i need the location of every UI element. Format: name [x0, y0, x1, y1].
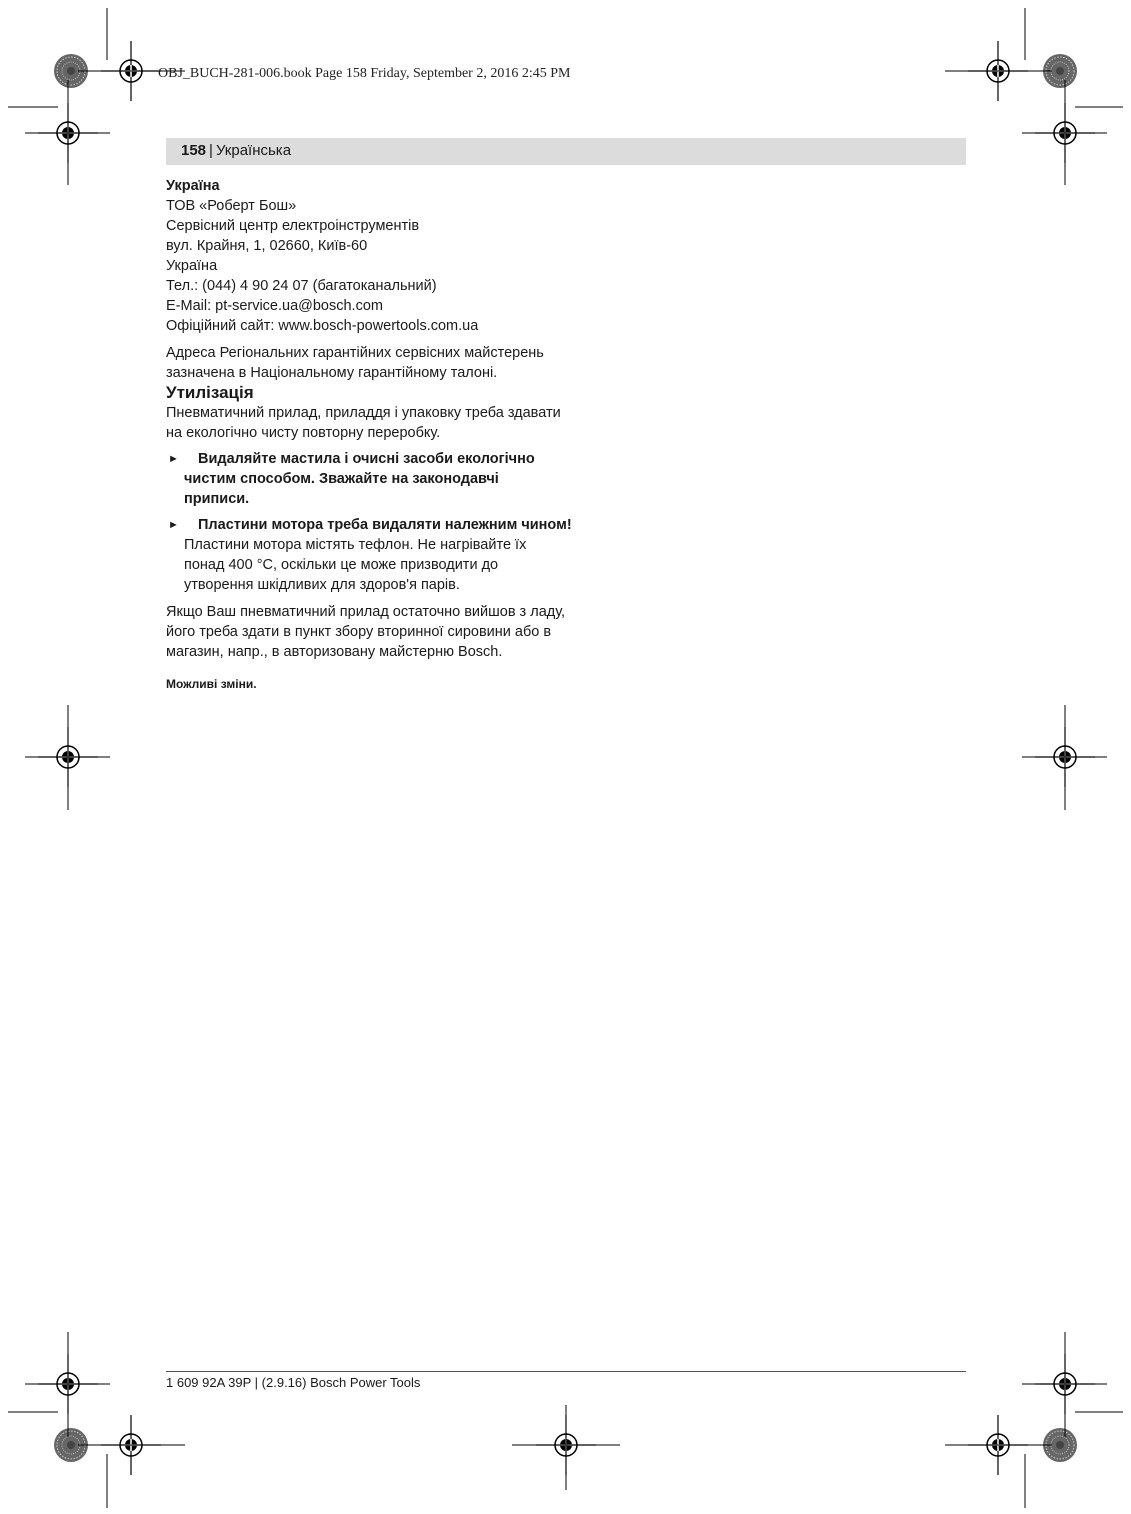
page-number: 158: [181, 142, 207, 159]
bullet-text: приписи.: [184, 491, 250, 507]
contact-line: ТОВ «Роберт Бош»: [166, 198, 297, 214]
bullet-item: [166, 515, 576, 595]
contact-line: вул. Крайня, 1, 02660, Київ-60: [166, 238, 368, 254]
contact-line: Україна: [166, 258, 218, 274]
bullet-item: [166, 449, 576, 509]
header-separator: |: [209, 142, 213, 159]
bullet-arrow-icon: ►: [168, 453, 179, 465]
bullet-arrow-icon: ►: [168, 519, 179, 531]
running-header: [181, 142, 291, 159]
bullet-text: понад 400 °C, оскільки це може призводити до: [184, 557, 499, 573]
contact-email: E-Mail: pt-service.ua@bosch.com: [166, 298, 383, 314]
bullet-text: чистим способом. Зважайте на законодавчі: [184, 471, 499, 487]
contact-line: Сервісний центр електроінструментів: [166, 218, 420, 234]
changes-note: Можливі зміни.: [166, 677, 257, 691]
country-heading: Україна: [166, 178, 220, 194]
regional-note: зазначена в Національному гарантійному талоні.: [166, 365, 498, 381]
section-heading: Утилізація: [166, 383, 254, 402]
contact-phone: Тел.: (044) 4 90 24 07 (багатоканальний): [166, 278, 437, 294]
disposal-final: Якщо Ваш пневматичний прилад остаточно вийшов з ладу,: [166, 604, 566, 620]
bullet-text: Пластини мотора містять тефлон. Не нагрівайте їх: [184, 537, 527, 553]
contact-website: Офіційний сайт: www.bosch-powertools.com.ua: [166, 318, 479, 334]
bullet-text: Видаляйте мастила і очисні засоби екологічно: [198, 451, 535, 467]
main-column: [166, 176, 576, 694]
footer-rule: [166, 1371, 966, 1372]
disposal-final: магазин, напр., в авторизовану майстерню Bosch.: [166, 644, 503, 660]
header-language: Українська: [215, 142, 292, 159]
bullet-text: утворення шкідливих для здоров'я парів.: [184, 577, 460, 593]
bullet-title: Пластини мотора треба видаляти належним чином!: [198, 517, 572, 533]
regional-note: Адреса Регіональних гарантійних сервісних майстерень: [166, 345, 544, 361]
disposal-final: його треба здати в пункт збору вторинної сировини або в: [166, 624, 552, 640]
disposal-intro: на екологічно чисту повторну переробку.: [166, 425, 441, 441]
footer-text: 1 609 92A 39P | (2.9.16) Bosch Power Tools: [166, 1375, 421, 1390]
disposal-intro: Пневматичний прилад, приладдя і упаковку треба здавати: [166, 405, 561, 421]
book-slug: OBJ_BUCH-281-006.book Page 158 Friday, September 2, 2016 2:45 PM: [158, 66, 571, 81]
